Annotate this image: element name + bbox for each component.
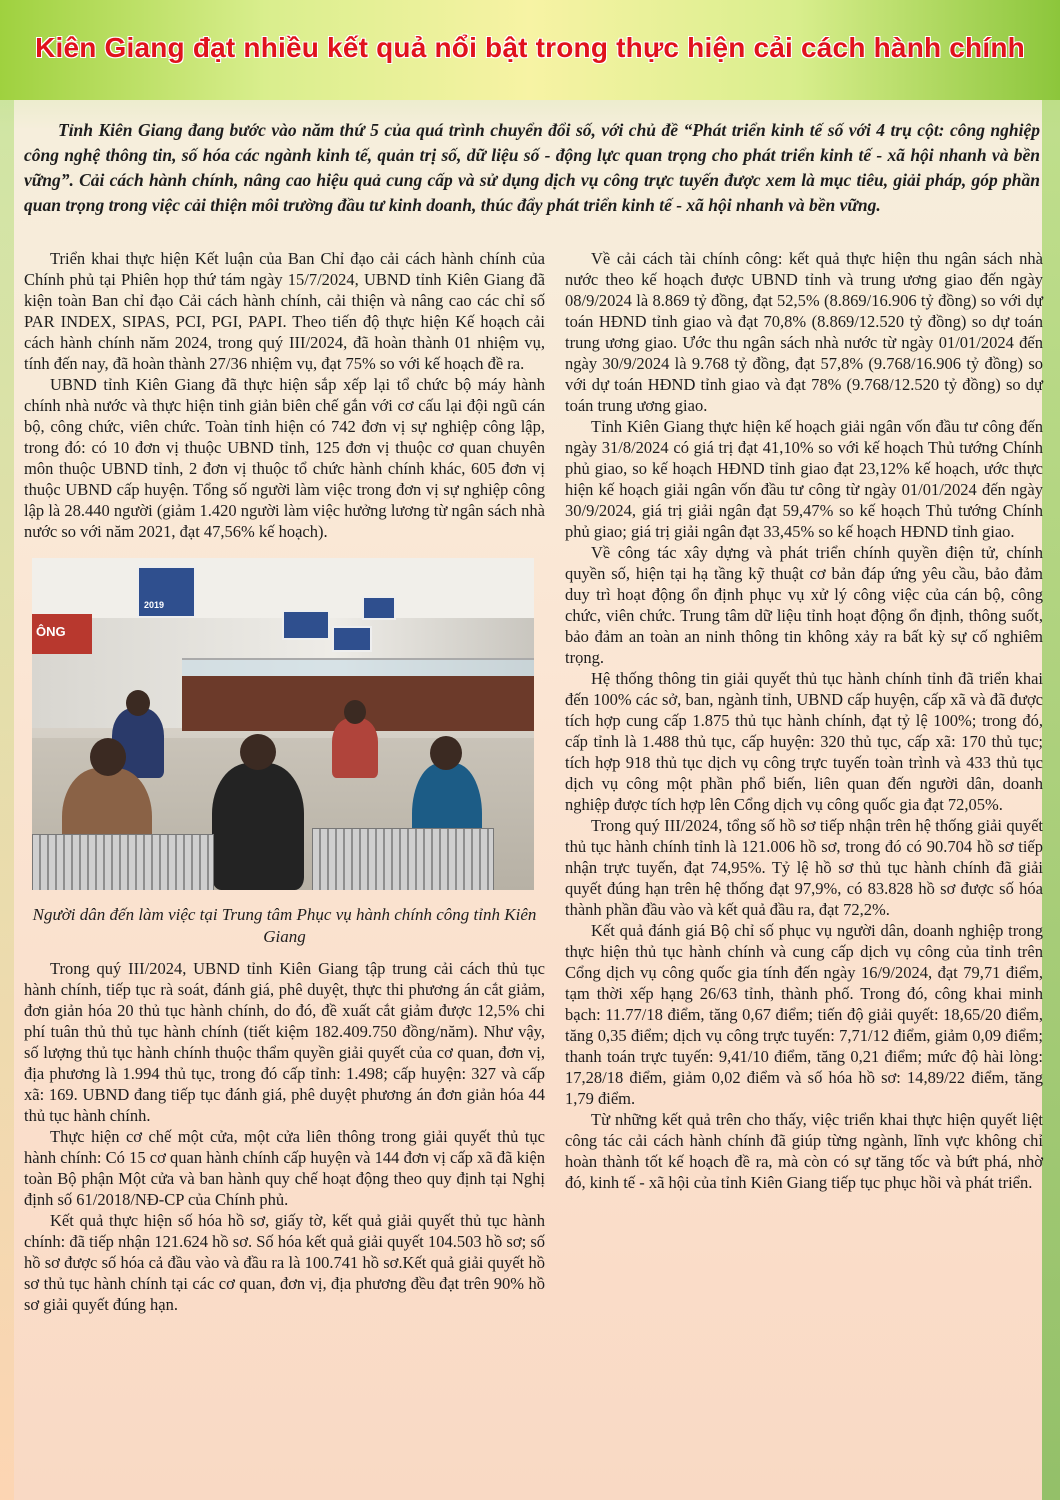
photo-person-head [126, 690, 150, 716]
paragraph: Kết quả đánh giá Bộ chỉ số phục vụ người dân, doanh nghiệp trong thực hiện thủ tục hành chính và cung cấp dịch vụ công của tỉnh trên Cổng dịch vụ công quốc gia tính đến ngày 16/9/2024, đạt 79,71 điểm, tạm thời xếp hạng 26/63 tỉnh, thành phố. Trong đó, công khai minh bạch: 11.77/18 điểm, tăng 0,67 điểm; tiến độ giải quyết: 18,65/20 điểm, tăng 0,35 điểm; dịch vụ công trực tuyến: 7,71/12 điểm, giảm 0,09 điểm; thanh toán trực tuyến: 9,41/10 điểm, tăng 0,21 điểm; mức độ hài lòng: 17,28/18 điểm, giảm 0,02 điểm và số hóa hồ sơ: 14,89/22 điểm, tăng 1,79 điểm. [565, 921, 1043, 1108]
photo-counter-sign [282, 610, 330, 640]
left-decor-stripe [0, 100, 14, 1500]
article-photo [32, 558, 534, 890]
paragraph: Triển khai thực hiện Kết luận của Ban Chỉ đạo cải cách hành chính của Chính phủ tại Phiên họp thứ tám ngày 15/7/2024, UBND tỉnh Kiên Giang đã kiện toàn Ban chỉ đạo Cải cách hành chính, cải thiện và nâng cao các chỉ số PAR INDEX, SIPAS, PCI, PGI, PAPI. Theo tiến độ thực hiện Kế hoạch cải cách hành chính năm 2024, trong quý III/2024, đã hoàn thành 01 nhiệm vụ, tính đến nay, đã hoàn thành 27/36 nhiệm vụ, đạt 75% so với kế hoạch đề ra. [24, 249, 545, 373]
photo-chair-row [32, 834, 214, 890]
paragraph: Trong quý III/2024, UBND tỉnh Kiên Giang tập trung cải cách thủ tục hành chính, tiếp tục rà soát, đánh giá, phê duyệt, thực thi phương án cắt giảm, đơn giản hóa 20 thủ tục hành chính, do đó, đề xuất cắt giảm được 12,5% chi phí tuân thủ thủ tục hành chính (tiết kiệm 182.409.750 đồng/năm). Như vậy, số lượng thủ tục hành chính thuộc thẩm quyền giải quyết của cơ quan, đơn vị, địa phương là 1.994 thủ tục, trong đó cấp tỉnh: 1.498; cấp huyện: 327 và cấp xã: 169. UBND đang tiếp tục đánh giá, phê duyệt phương án đơn giản hóa 44 thủ tục hành chính. [24, 959, 545, 1125]
photo-chair-row [312, 828, 494, 890]
paragraph: Trong quý III/2024, tổng số hồ sơ tiếp nhận trên hệ thống giải quyết thủ tục hành chính tỉnh là 121.006 hồ sơ, trong đó có 90.704 hồ sơ tiếp nhận trực tuyến, đạt 74,95%. Tỷ lệ hồ sơ thủ tục hành chính đã giải quyết đúng hạn trên hệ thống đạt 97,9%, có 83.828 hồ sơ được số hóa thành phần đầu vào và kết quả đầu ra, đạt 72,2%. [565, 816, 1043, 919]
paragraph: Kết quả thực hiện số hóa hồ sơ, giấy tờ, kết quả giải quyết thủ tục hành chính: đã tiếp nhận 121.624 hồ sơ. Số hóa kết quả giải quyết 104.503 hồ sơ; số hồ sơ được số hóa cả đầu vào và đầu ra là 100.741 hồ sơ.Kết quả giải quyết hồ sơ thủ tục hành chính tại các cơ quan, đơn vị, địa phương đều đạt trên 90% hồ sơ giải quyết đúng hạn. [24, 1211, 545, 1314]
paragraph: UBND tỉnh Kiên Giang đã thực hiện sắp xếp lại tổ chức bộ máy hành chính nhà nước và thực hiện tinh giản biên chế gắn với cơ cấu lại đội ngũ cán bộ, công chức, viên chức. Toàn tỉnh hiện có 742 đơn vị sự nghiệp công lập, trong đó: có 10 đơn vị thuộc UBND tỉnh, 125 đơn vị thuộc cơ quan chuyên môn thuộc UBND tỉnh, 2 đơn vị thuộc tổ chức hành chính khác, 605 đơn vị thuộc UBND cấp huyện. Tổng số người làm việc trong đơn vị sự nghiệp công lập là 28.440 người (giảm 1.420 người làm việc hưởng lương từ ngân sách nhà nước so với năm 2021, đạt 47,56% kế hoạch). [24, 375, 545, 541]
paragraph: Tỉnh Kiên Giang thực hiện kế hoạch giải ngân vốn đầu tư công đến ngày 31/8/2024 có giá trị đạt 41,10% so với kế hoạch Thủ tướng Chính phủ giao, so kế hoạch HĐND tỉnh giao đạt 23,12% kế hoạch, ước thực hiện kế hoạch giải ngân vốn đầu tư công từ ngày 01/01/2024 đến ngày 30/9/2024, giá trị giải ngân đạt 59,47% so kế hoạch Thủ tướng Chính phủ giao; giá trị giải ngân đạt 33,45% so kế hoạch HĐND tỉnh giao. [565, 417, 1043, 541]
photo-sign-year: 2019 [144, 600, 165, 610]
paragraph: Từ những kết quả trên cho thấy, việc triển khai thực hiện quyết liệt công tác cải cách hành chính đã giúp từng ngành, lĩnh vực không chỉ hoàn thành tốt kế hoạch đề ra, mà còn có sự tăng tốc và bứt phá, nhờ đó, kinh tế - xã hội của tỉnh Kiên Giang tiếp tục phục hồi và phát triển. [565, 1110, 1043, 1192]
article-lead: Tỉnh Kiên Giang đang bước vào năm thứ 5 của quá trình chuyển đổi số, với chủ đề “Phát triển kinh tế số với 4 trụ cột: công nghiệp công nghệ thông tin, số hóa các ngành kinh tế, quản trị số, dữ liệu số - động lực quan trọng cho phát triển kinh tế - xã hội nhanh và bền vững”. Cải cách hành chính, nâng cao hiệu quả cung cấp và sử dụng dịch vụ công trực tuyến được xem là mục tiêu, giải pháp, góp phần quan trọng trong việc cải thiện môi trường đầu tư kinh doanh, thúc đẩy phát triển kinh tế - xã hội nhanh và bền vững. [24, 120, 1040, 215]
paragraph: Thực hiện cơ chế một cửa, một cửa liên thông trong giải quyết thủ tục hành chính: Có 15 cơ quan hành chính cấp huyện và 144 đơn vị cấp xã đã kiện toàn Bộ phận Một cửa và ban hành quy chế hoạt động theo quy định tại Nghị định số 61/2018/NĐ-CP của Chính phủ. [24, 1127, 545, 1209]
photo-caption: Người dân đến làm việc tại Trung tâm Phục vụ hành chính công tỉnh Kiên Giang [32, 905, 537, 946]
right-decor-stripe [1042, 100, 1060, 1500]
photo-person-head [430, 736, 462, 770]
photo-ceiling [32, 558, 534, 618]
photo-counter-sign [362, 596, 396, 620]
photo-sign-text: ÔNG [36, 624, 66, 639]
paragraph: Hệ thống thông tin giải quyết thủ tục hành chính tỉnh đã triển khai đến 100% các sở, ban, ngành tỉnh, UBND cấp huyện, cấp xã và đã được tích hợp cung cấp 1.875 thủ tục hành chính, đạt tỷ lệ 100%; trong đó, cấp tỉnh là 1.488 thủ tục, cấp huyện: 320 thủ tục, cấp xã: 170 thủ tục; tích hợp 918 thủ tục dịch vụ công trực tuyến toàn trình và 433 thủ tục dịch vụ công một phần phổ biến, liên quan đến người dân, doanh nghiệp được tích hợp lên Cổng dịch vụ công quốc gia đạt 72,05%. [565, 669, 1043, 814]
photo-person-head [240, 734, 276, 770]
right-column [565, 248, 1043, 1193]
photo-person-head [90, 738, 126, 776]
paragraph: Về cải cách tài chính công: kết quả thực hiện thu ngân sách nhà nước theo kế hoạch được UBND tỉnh và trung ương giao đến ngày 08/9/2024 là 8.869 tỷ đồng, đạt 52,5% (8.869/16.906 tỷ đồng) so với dự toán HĐND tỉnh giao và đạt 70,8% (8.869/12.520 tỷ đồng) so dự toán trung ương giao. Ước thu ngân sách nhà nước từ ngày 01/01/2024 đến ngày 30/9/2024 là 9.768 tỷ đồng, đạt 57,8% (9.768/16.906 tỷ đồng) so với dự toán HĐND tỉnh giao và đạt 78% (9.768/12.520 tỷ đồng) so dự toán trung ương giao. [565, 249, 1043, 415]
photo-person [212, 763, 304, 890]
article-title: Kiên Giang đạt nhiều kết quả nổi bật trong thực hiện cải cách hành chính [35, 32, 1025, 63]
paragraph: Về công tác xây dựng và phát triển chính quyền điện tử, chính quyền số, hiện tại hạ tầng kỹ thuật cơ bản đáp ứng yêu cầu, bảo đảm duy trì hoạt động ổn định phục vụ xử lý công việc của cán bộ, công chức, viên chức. Trung tâm dữ liệu tỉnh hoạt động ổn định, thông suốt, bảo đảm an toàn an ninh thông tin không xảy ra bất kỳ sự cố nghiêm trọng. [565, 543, 1043, 667]
photo-counter-sign [137, 566, 196, 618]
left-column [24, 248, 545, 1315]
photo-person-head [344, 700, 366, 724]
photo-person [332, 718, 378, 778]
photo-counter-sign [332, 626, 372, 652]
